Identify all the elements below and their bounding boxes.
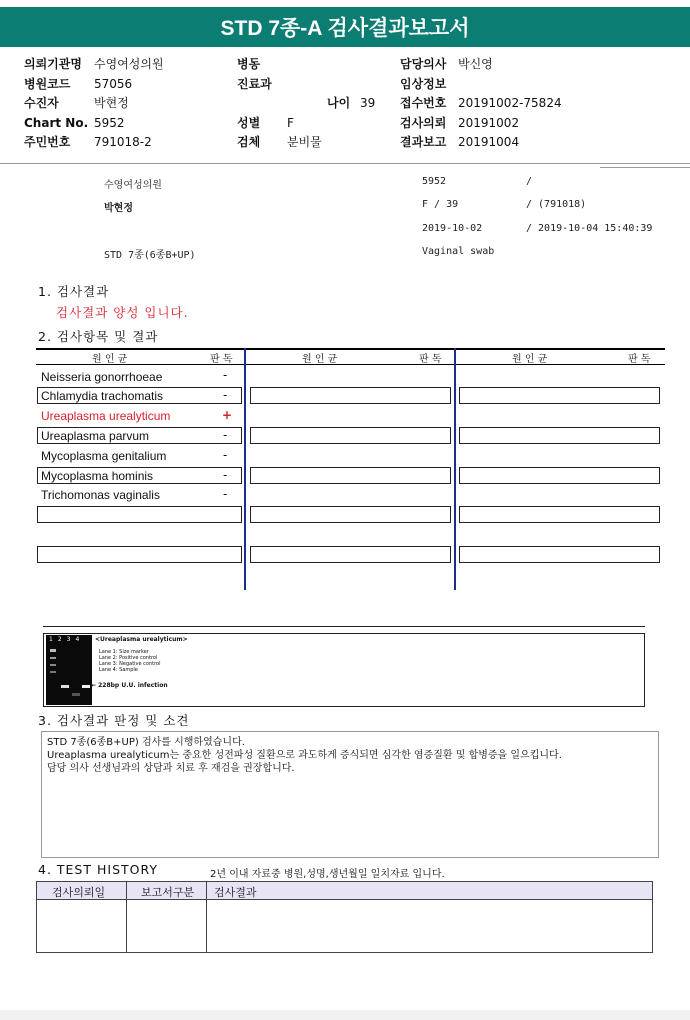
empty-row [250,427,451,444]
col-organism: 원 인 균 [302,354,338,365]
header-label: 병원코드 [24,76,71,91]
header-label: Chart No. [24,115,89,130]
header-right [400,55,600,153]
gel-image-panel [43,633,645,707]
organism-name: Ureaplasma parvum [41,429,150,443]
opinion-box [41,731,659,858]
empty-row [37,506,242,523]
header-label: 의뢰기관명 [24,57,82,71]
gel-lane-label: 3 [66,636,76,643]
header-value: 20191004 [458,135,520,150]
gel-legend-item: Lane 1: Size marker [99,649,149,655]
history-col: 검사결과 [214,886,257,899]
header-label: 병동 [237,57,261,71]
header-value: 57056 [94,76,133,91]
header-value: 박신영 [458,57,493,71]
gel-lane-label: 4 [75,636,85,643]
empty-row [459,387,660,404]
report-title: STD 7종-A 검사결과보고서 [0,7,690,47]
gel-legend-item: Lane 3: Negative control [99,661,161,667]
header-label: 검체 [237,135,261,150]
section2-heading: 2. 검사항목 및 결과 [38,329,159,344]
gel-band [82,685,90,688]
organism-result: - [223,487,228,501]
summary-clinic: 수영여성의원 [104,180,162,191]
organism-result: - [223,388,228,402]
organism-result: - [223,368,228,382]
organism-result: - [223,428,228,442]
gel-legend-item: Lane 4: Sample [99,667,138,673]
opinion-line: STD 7종(6종B+UP) 검사를 시행하였습니다. [47,737,245,748]
header-label: 검사의뢰 [400,115,447,130]
history-col: 보고서구분 [141,886,195,899]
gel-lane-label: 2 [57,636,67,643]
col-organism: 원 인 균 [92,354,128,365]
summary-report-date: / 2019-10-04 15:40:39 [526,223,653,234]
gel-band [61,685,69,688]
header-value: 수영여성의원 [94,57,164,71]
gel-top-line [43,626,645,627]
age-value: 39 [360,96,376,110]
header-divider [0,163,690,164]
organism-name: Mycoplasma hominis [41,469,154,483]
header-value: 20191002 [458,115,520,130]
organism-name: Chlamydia trachomatis [41,389,164,403]
age-label: 나이 [327,96,351,110]
history-table-header [36,881,653,900]
summary-chart: 5952 [422,176,447,187]
history-note: 2년 이내 자료중 병원,성명,생년월일 일치자료 입니다. [210,869,445,880]
gel-legend-item: Lane 2: Positive control [99,655,158,661]
gel-image [46,635,92,705]
header-value: 박현정 [94,96,129,111]
header-value: 791018-2 [94,135,152,150]
col-result: 판 독 [210,354,233,365]
header-label: 성별 [237,115,261,130]
header-label: 담당의사 [400,57,447,71]
header-label: 접수번호 [400,96,447,111]
organism-name: Neisseria gonorrhoeae [41,370,163,384]
empty-row [37,546,242,563]
summary-sex-age: F / 39 [422,199,459,210]
organism-result-positive: + [222,408,233,422]
empty-row [459,467,660,484]
header-value: F [287,115,294,130]
header-label: 결과보고 [400,135,447,150]
empty-row [250,387,451,404]
section1-heading: 1. 검사결과 [38,284,110,299]
header-age [327,94,375,111]
header-left [24,55,244,153]
section3-heading: 3. 검사결과 판정 및 소견 [38,713,190,728]
column-divider [454,348,456,590]
header-label: 주민번호 [24,135,71,150]
summary-patient: 박현정 [104,203,133,214]
opinion-line: Ureaplasma urealyticum는 중요한 성전파성 질환으로 과도하게 증식되면 심각한 염증질환 및 합병증을 일으킵니다. [47,750,562,761]
page-footer [0,1010,690,1020]
section4-heading: 4. TEST HISTORY [38,862,158,877]
empty-row [459,427,660,444]
empty-row [250,467,451,484]
history-table-body [36,900,653,953]
summary-rrn: / (791018) [526,199,587,210]
col-result: 판 독 [628,354,651,365]
gel-legend [99,649,161,673]
gel-lane-label: 1 [49,636,58,643]
organism-name: Mycoplasma genitalium [41,449,167,463]
header-value: 20191002-75824 [458,96,562,111]
gel-band [50,664,56,666]
history-col: 검사의뢰일 [52,886,106,899]
header-label: 임상정보 [400,76,447,91]
organism-name-positive: Ureaplasma urealyticum [41,409,171,423]
col-result: 판 독 [419,354,442,365]
gel-title: <Ureaplasma urealyticum> [95,636,188,643]
empty-row [250,506,451,523]
opinion-line: 담당 의사 선생님과의 상담과 치료 후 재검을 권장합니다. [47,763,295,774]
empty-row [459,546,660,563]
organism-result: - [223,468,228,482]
header-value: 5952 [94,115,125,130]
summary-request-date: 2019-10-02 [422,223,483,234]
header-value: 분비물 [287,135,322,150]
gel-band [72,693,80,696]
empty-row [250,546,451,563]
summary-specimen: Vaginal swab [422,246,495,257]
gel-band [50,649,56,652]
column-divider [244,348,246,590]
summary-slash: / [526,176,533,187]
empty-row [459,506,660,523]
gel-band [50,657,56,659]
gel-band [50,671,56,673]
result-positive-text: 검사결과 양성 입니다. [56,305,189,320]
col-organism: 원 인 균 [512,354,548,365]
organism-result: - [223,448,228,462]
organism-name: Trichomonas vaginalis [41,488,160,502]
summary-test: STD 7종(6종B+UP) [104,250,196,261]
gel-band-label: ← 228bp U.U. infection [91,682,168,689]
header-label: 진료과 [237,76,272,91]
header-divider-2 [600,167,690,168]
header-label: 수진자 [24,96,59,111]
results-table-header [36,348,665,365]
